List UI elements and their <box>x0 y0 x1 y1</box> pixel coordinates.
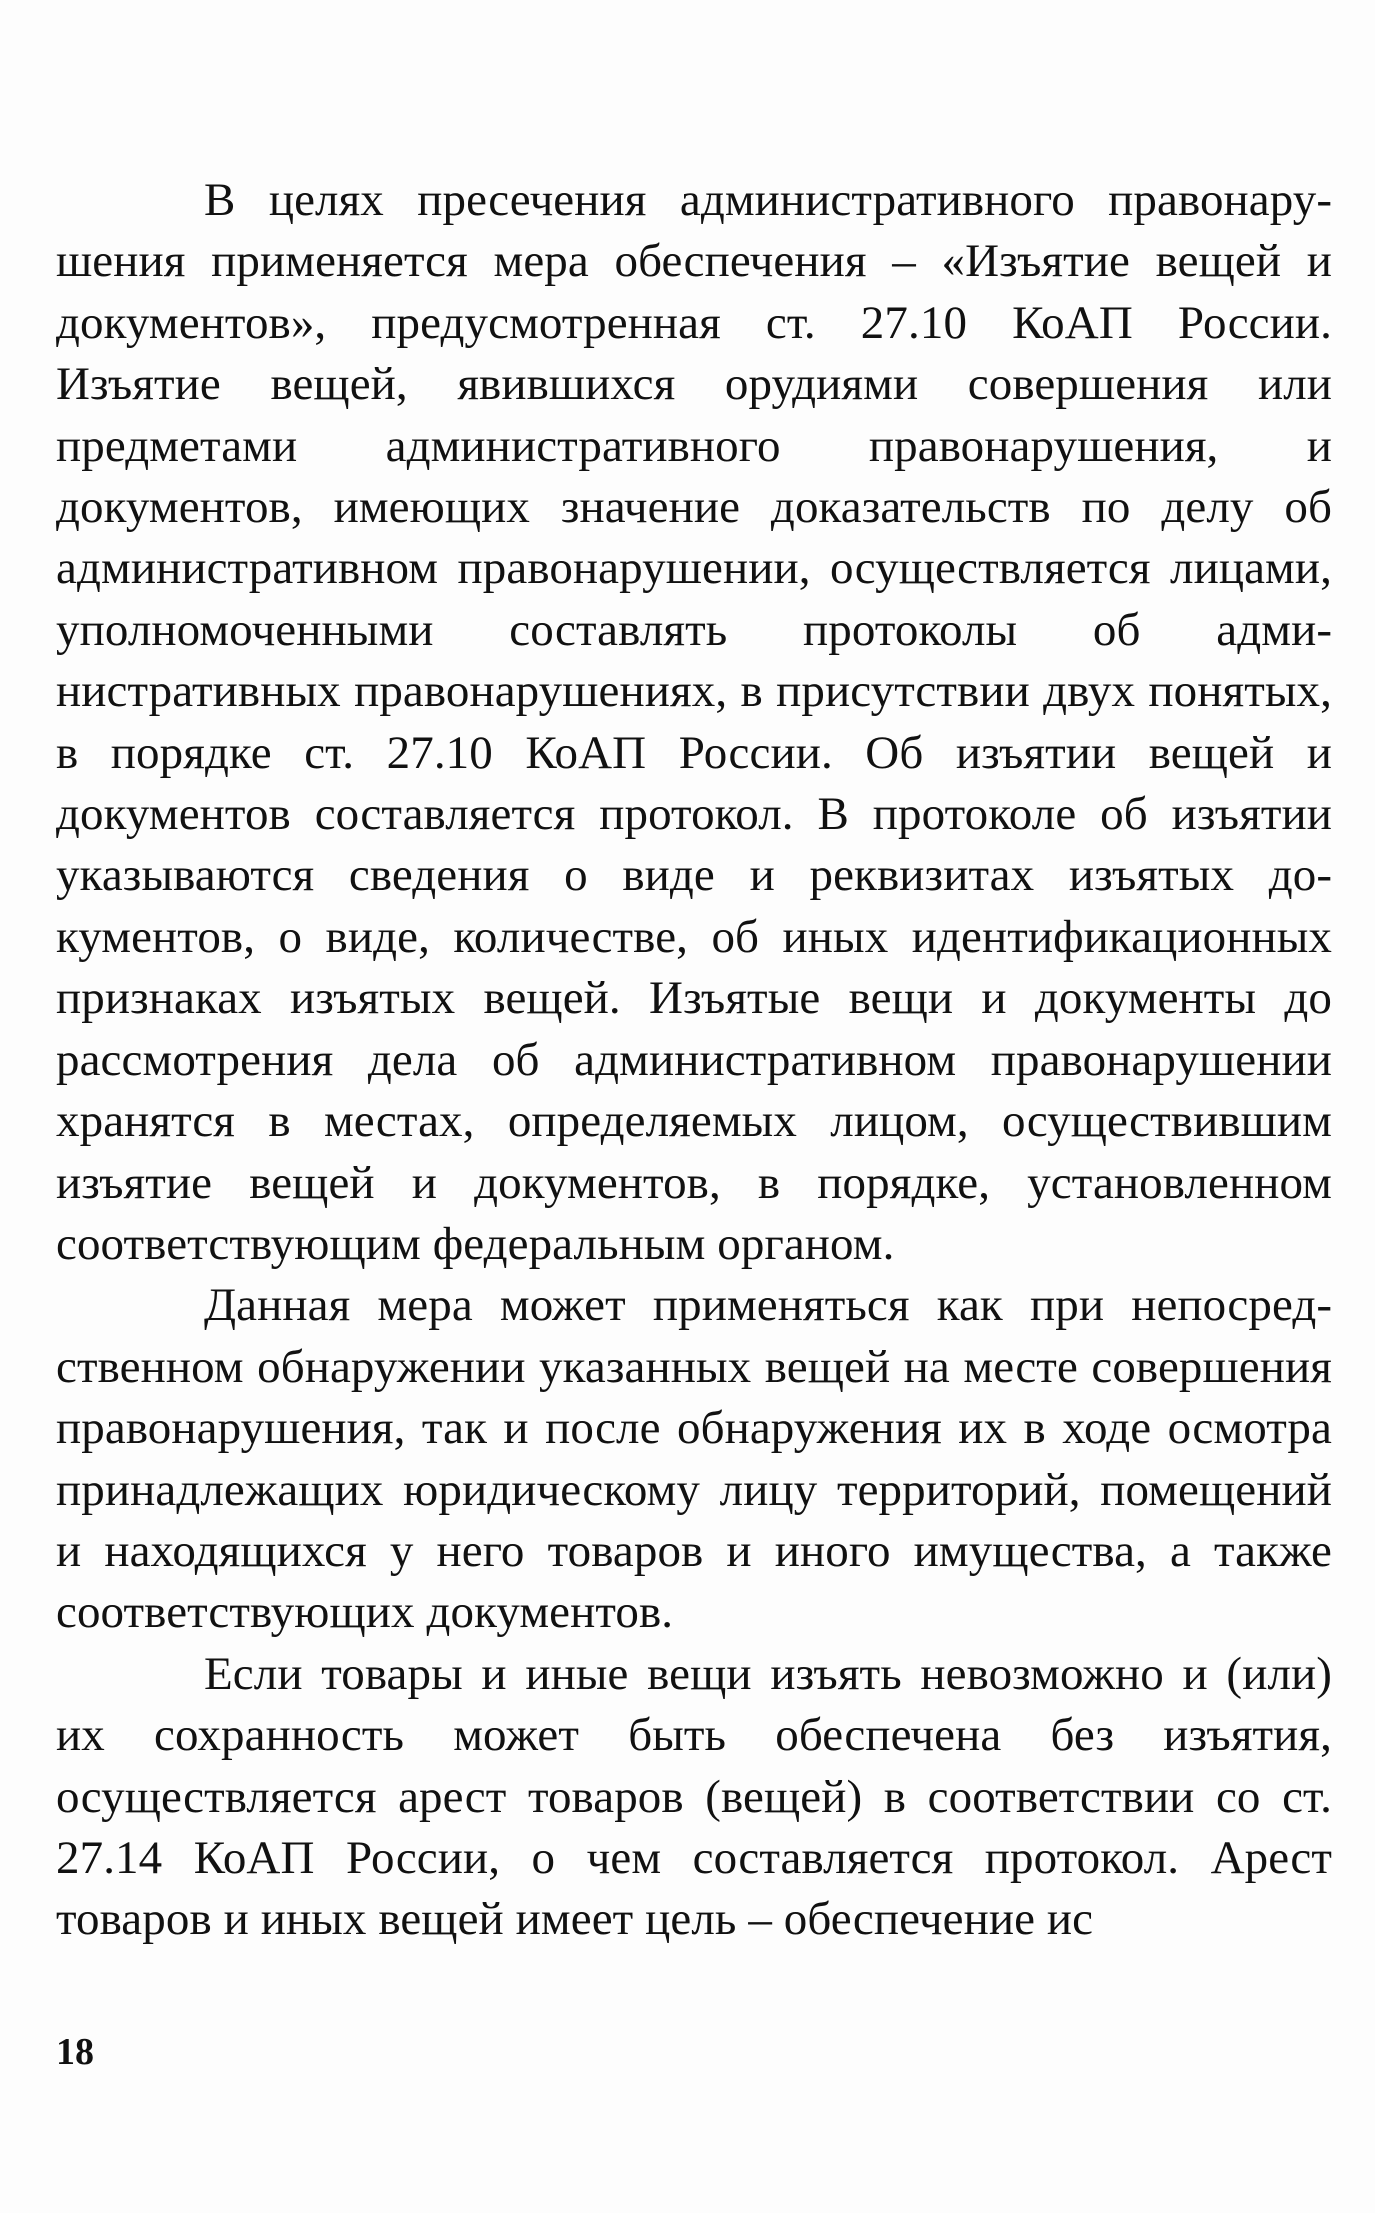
page-body-text <box>56 170 1332 1951</box>
paragraph-application-of-measure: Данная мера может применяться как при непосредственном обнаружении указанных вещей на месте совершения правонарушения, так и после обнаружения их в ходе осмотра принадлежащих юридическому лицу территорий, помещений и находящихся у него товаров и иного имущества, а также соответствующих документов. <box>56 1279 1332 1639</box>
paragraph-arrest-of-goods: Если товары и иные вещи изъять невозможно и (или) их сохранность может быть обеспечена без изъятия, осуществляется арест товаров (вещей) в соответствии со ст. 27.14 КоАП России, о чем составляется протокол. Арест товаров и иных вещей имеет цель – обеспечение ис <box>56 1647 1332 1946</box>
paragraph-seizure-of-items: В целях пресечения административного правонарушения применяется мера обеспечения – «Изъятие вещей и документов», предусмотренная ст. 27.10 КоАП России. Изъятие вещей, явившихся орудиями совершения или предметами административного правонарушения, и документов, имеющих значение доказательств по делу об административном правонарушении, осуществляется лицами, уполномоченными составлять протоколы об административных правонарушениях, в присутствии двух понятых, в порядке ст. 27.10 КоАП России. Об изъятии вещей и документов составляется протокол. В протоколе об изъятии указываются сведения о виде и реквизитах изъятых документов, о виде, количестве, об иных идентификационных признаках изъятых вещей. Изъятые вещи и документы до рассмотрения дела об административном правонарушении хранятся в местах, определяемых лицом, осуществившим изъятие вещей и документов, в порядке, установленном соответствующим федеральным органом. <box>56 174 1332 1270</box>
page-number: 18 <box>56 2031 94 2073</box>
